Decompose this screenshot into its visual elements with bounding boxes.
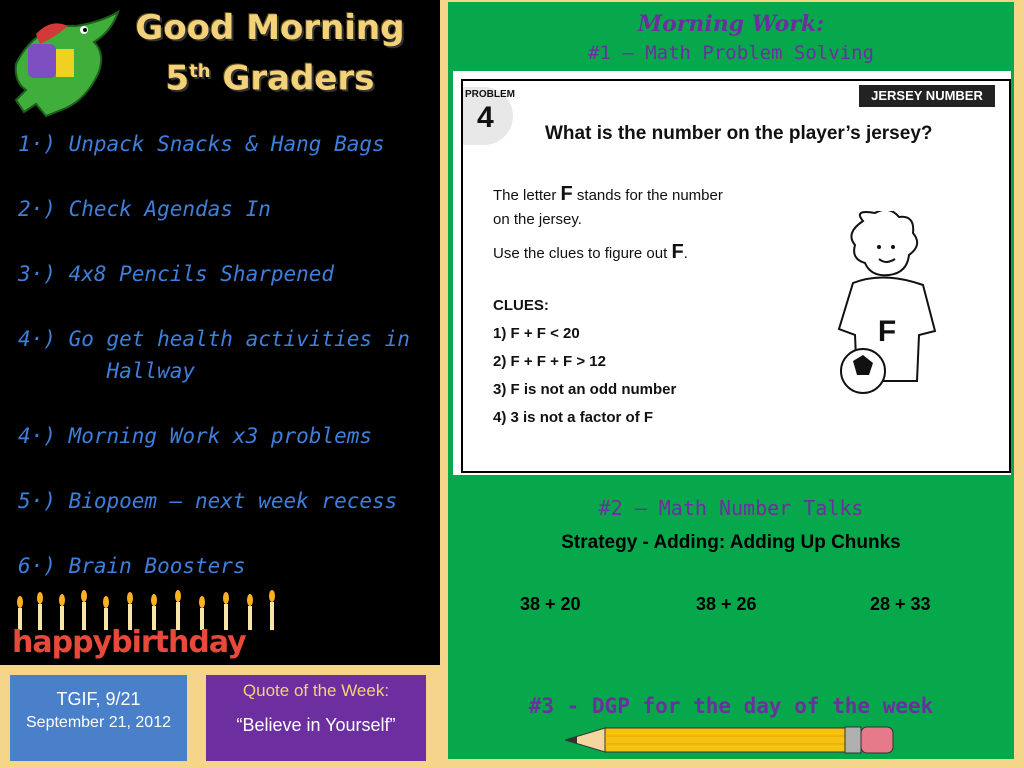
quote-text: “Believe in Yourself” — [236, 715, 396, 735]
task-item: 6·) Brain Boosters — [18, 554, 246, 578]
grade-suffix: th — [189, 61, 211, 82]
text-part: The letter — [493, 187, 561, 204]
clue-item: 3) F is not an odd number — [493, 381, 677, 398]
number-talks-strategy: Strategy - Adding: Adding Up Chunks — [561, 532, 901, 553]
morning-work-subtitle: #1 – Math Problem Solving — [588, 42, 874, 64]
flames — [17, 590, 275, 608]
letter-f: F — [671, 241, 684, 263]
problem-frame — [461, 79, 1011, 473]
title-line-1: Good Morning — [135, 8, 405, 48]
task-item: 1·) Unpack Snacks & Hang Bags — [18, 132, 385, 156]
clue-item: 1) F + F < 20 — [493, 325, 580, 342]
pencil-icon — [565, 726, 895, 754]
problem-question: What is the number on the player’s jersey? — [545, 123, 933, 144]
quote-label: Quote of the Week: — [242, 681, 390, 700]
text-part: Use the clues to figure out — [493, 245, 672, 262]
happy-birthday-candles-icon — [8, 590, 288, 662]
text-part: stands for the number — [572, 187, 723, 204]
grade-number: 5 — [165, 58, 190, 99]
clues-label: CLUES: — [493, 297, 549, 314]
task-item: 4·) Go get health activities in Hallway — [18, 327, 410, 383]
problem-tag: JERSEY NUMBER — [859, 85, 995, 107]
birthday-text: happybirthday — [12, 625, 246, 660]
problem-text-line — [493, 183, 723, 206]
number-talk-problem: 38 + 20 — [520, 594, 581, 614]
page-title — [120, 6, 420, 100]
title-line-2 — [120, 50, 420, 100]
number-talk-problem: 38 + 26 — [696, 594, 757, 614]
problem-number: 4 — [477, 101, 494, 134]
morning-work-title: Morning Work: — [637, 11, 825, 37]
clue-item: 4) 3 is not a factor of F — [493, 409, 654, 426]
task-item: 4·) Morning Work x3 problems — [18, 424, 373, 448]
date-box — [10, 675, 187, 761]
number-talks-title: #2 – Math Number Talks — [598, 496, 864, 520]
text-part: . — [683, 245, 688, 262]
alligator-mascot-icon — [6, 4, 126, 124]
clue-item: 2) F + F + F > 12 — [493, 353, 606, 370]
task-item: 2·) Check Agendas In — [18, 197, 271, 221]
problem-text-line — [493, 241, 688, 264]
problem-label: PROBLEM — [465, 89, 515, 100]
agenda-panel — [0, 0, 440, 665]
grade-word: Graders — [210, 58, 375, 99]
date-label: September 21, 2012 — [26, 714, 171, 731]
number-talk-problem: 28 + 33 — [870, 594, 931, 614]
task-item: 3·) 4x8 Pencils Sharpened — [18, 262, 335, 286]
task-item: 5·) Biopoem – next week recess — [18, 489, 398, 513]
tgif-label: TGIF, 9/21 — [56, 689, 141, 709]
quote-box — [206, 675, 426, 761]
problem-text-line: on the jersey. — [493, 211, 582, 228]
problem-card — [453, 71, 1011, 475]
task-list — [18, 128, 438, 615]
shirt-letter: F — [877, 315, 897, 348]
dgp-title: #3 - DGP for the day of the week — [528, 694, 934, 718]
letter-f: F — [560, 183, 573, 205]
soccer-player-illustration-icon — [823, 211, 953, 411]
